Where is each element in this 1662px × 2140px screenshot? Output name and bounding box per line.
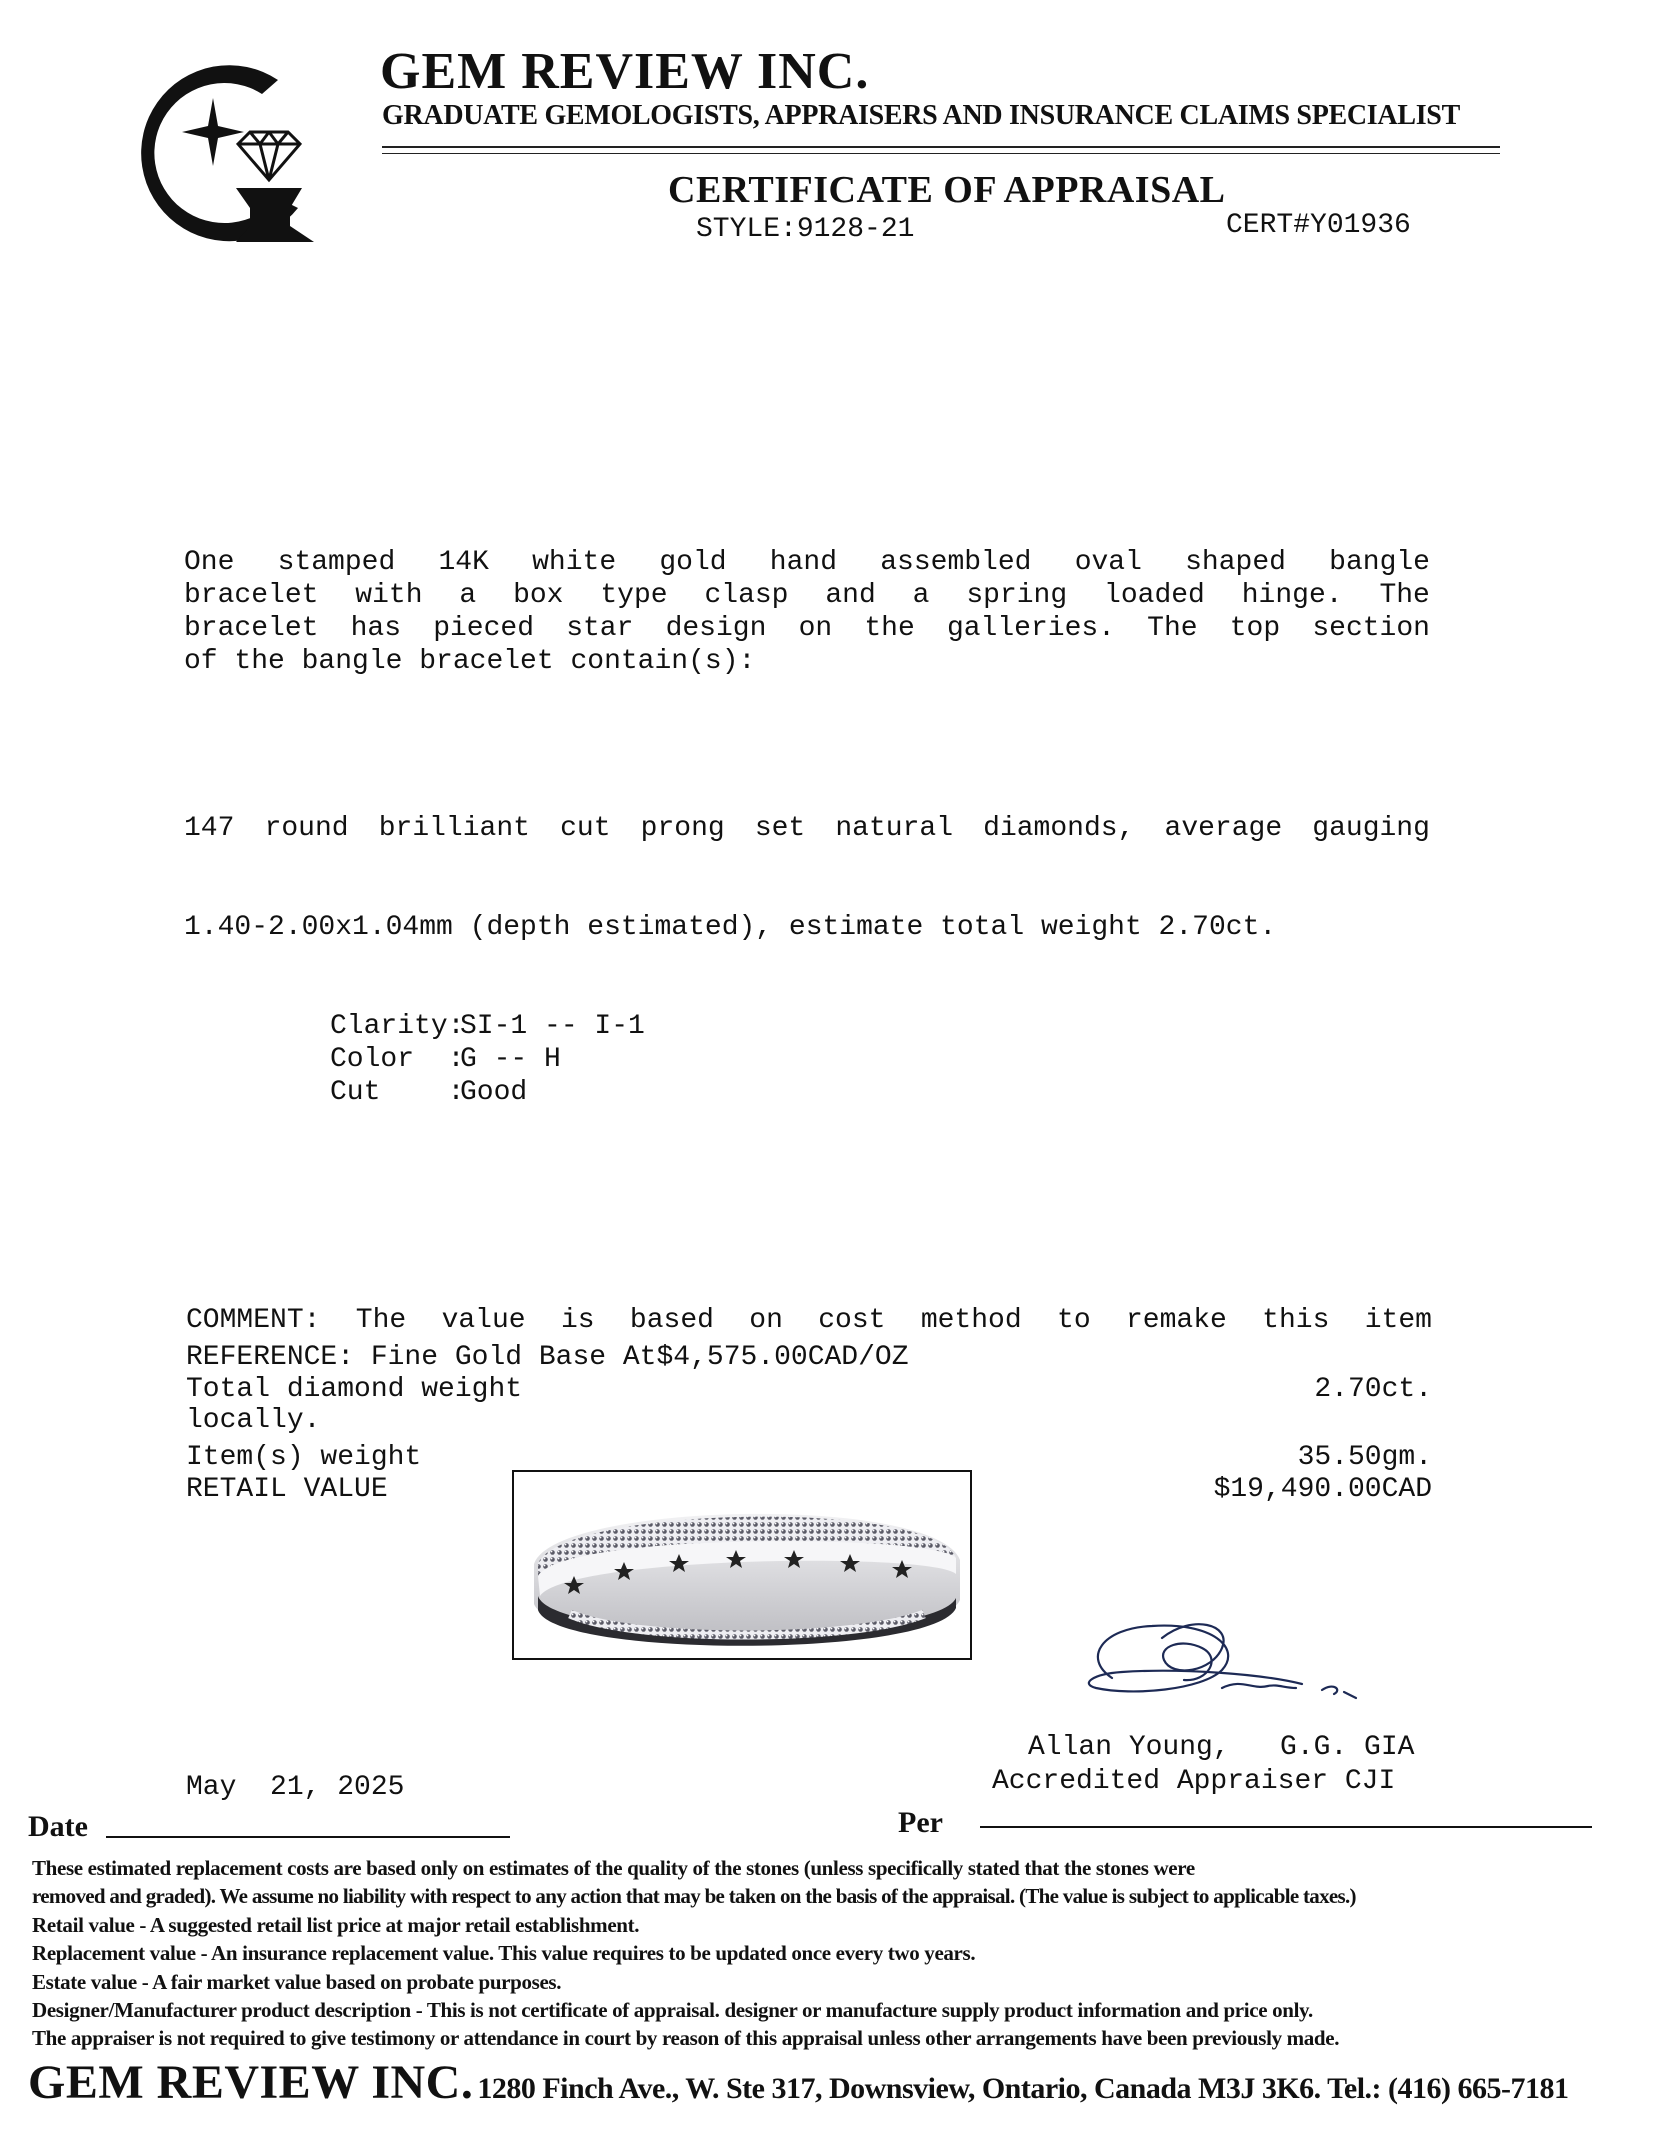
description-word: stamped xyxy=(277,547,396,578)
disclaimer-line: removed and graded). We assume no liability with respect to any action that may be taken on the basis of the appraisal. (The value is subject to applicable taxes.) xyxy=(32,1884,1356,1909)
footer-address: 1280 Finch Ave., W. Ste 317, Downsview, Ontario, Canada M3J 3K6. Tel.: (416) 665-7181 xyxy=(477,2072,1569,2105)
diamond-summary-word: round xyxy=(264,813,349,844)
description-word: clasp xyxy=(704,580,789,611)
description-word: star xyxy=(566,613,634,644)
comment-word: to xyxy=(1057,1305,1091,1336)
description-word: has xyxy=(350,613,402,644)
total-diamond-weight-row xyxy=(186,1374,1432,1405)
description-word: the xyxy=(864,613,915,644)
description-word: section xyxy=(1312,613,1430,644)
diamond-summary-word: cut xyxy=(560,813,611,844)
diamond-summary-line xyxy=(184,812,1430,845)
diamond-spec-label: Cut : xyxy=(330,1077,465,1108)
company-tagline: GRADUATE GEMOLOGISTS, APPRAISERS AND INSURANCE CLAIMS SPECIALIST xyxy=(382,100,1460,131)
diamond-summary-word: 147 xyxy=(184,813,235,844)
disclaimer-line: Designer/Manufacturer product description - This is not certificate of appraisal. designer or manufacture supply product information and price only. xyxy=(32,1998,1313,2023)
per-signature-line xyxy=(980,1826,1592,1828)
diamond-summary-word: gauging xyxy=(1312,813,1430,844)
description-line xyxy=(184,579,1430,612)
diamond-spec-row xyxy=(330,1043,1430,1076)
date-signature-line xyxy=(106,1836,510,1838)
disclaimer-line: The appraiser is not required to give testimony or attendance in court by reason of this appraisal unless other arrangements have been previously made. xyxy=(32,2026,1340,2051)
description-word: spring xyxy=(966,580,1068,611)
header-rule-thin xyxy=(382,153,1500,154)
diamond-summary-word: brilliant xyxy=(378,813,530,844)
comment-word: remake xyxy=(1125,1305,1227,1336)
description-word: bracelet xyxy=(184,613,319,644)
disclaimer-line: Replacement value - An insurance replacement value. This value requires to be updated once every two years. xyxy=(32,1941,976,1966)
description-word: with xyxy=(355,580,423,611)
comment-word: is xyxy=(560,1305,595,1336)
date-label: Date xyxy=(28,1810,88,1843)
description-word: The xyxy=(1379,580,1430,611)
diamond-summary-word: diamonds, xyxy=(983,813,1135,844)
style-number: STYLE:9128-21 xyxy=(696,214,915,245)
description-word: box xyxy=(513,580,564,611)
appraiser-title: Accredited Appraiser CJI xyxy=(992,1766,1396,1797)
description-word: white xyxy=(532,547,617,578)
description-word: hinge. xyxy=(1241,580,1343,611)
description-word: a xyxy=(459,580,477,611)
diamond-spec-value: SI-1 -- I-1 xyxy=(460,1011,645,1042)
comment-word: this xyxy=(1262,1305,1330,1336)
diamond-spec-value: Good xyxy=(460,1077,528,1108)
description-line xyxy=(184,546,1430,579)
description-word: 14K xyxy=(438,547,489,578)
company-logo xyxy=(128,58,318,258)
bracelet-photo xyxy=(512,1470,972,1660)
description-word: shaped xyxy=(1185,547,1286,578)
description-word: on xyxy=(798,613,833,644)
description-word: of the bangle bracelet contain(s): xyxy=(184,646,756,677)
disclaimer-line: These estimated replacement costs are based only on estimates of the quality of the stones (unless specifically stated that the stones were xyxy=(32,1856,1195,1880)
total-diamond-weight-label: Total diamond weight xyxy=(186,1374,523,1405)
diamond-grading xyxy=(184,1010,1430,1109)
header-rule xyxy=(382,146,1500,148)
disclaimer xyxy=(32,1854,1644,2053)
footer xyxy=(28,2055,1569,2110)
item-description xyxy=(184,546,1430,678)
per-label: Per xyxy=(898,1806,943,1839)
item-weight-value: 35.50gm. xyxy=(1297,1442,1432,1473)
comment-word: The xyxy=(355,1305,407,1336)
retail-value-label: RETAIL VALUE xyxy=(186,1474,388,1505)
description-word: galleries. xyxy=(946,613,1115,644)
description-word: pieced xyxy=(433,613,535,644)
diamond-summary-word: average xyxy=(1164,813,1283,844)
diamond-summary-word: prong xyxy=(640,813,725,844)
comment-word: on xyxy=(749,1305,783,1336)
disclaimer-line: Estate value - A fair market value based on probate purposes. xyxy=(32,1969,562,1994)
diamond-spec-row xyxy=(330,1010,1430,1043)
comment-word: based xyxy=(629,1305,714,1336)
item-weight-row xyxy=(186,1442,1432,1473)
diamond-summary-word: set xyxy=(754,813,806,844)
diamond-spec-value: G -- H xyxy=(460,1044,561,1075)
description-word: a xyxy=(912,580,930,611)
comment-word: item xyxy=(1364,1305,1432,1336)
item-weight-label: Item(s) weight xyxy=(186,1442,422,1473)
diamond-details xyxy=(184,746,1430,1142)
footer-company-name: GEM REVIEW INC. xyxy=(28,2056,474,2109)
diamond-summary-word: natural xyxy=(835,813,953,844)
description-word: top xyxy=(1229,613,1281,644)
company-name: GEM REVIEW INC. xyxy=(380,43,870,100)
description-word: type xyxy=(600,580,668,611)
description-word: The xyxy=(1147,613,1198,644)
description-word: gold xyxy=(659,547,727,578)
comment-word: value xyxy=(441,1305,526,1336)
appraiser-signature xyxy=(1072,1608,1392,1720)
comment-word: method xyxy=(920,1305,1022,1336)
description-word: hand xyxy=(769,547,838,578)
description-word: loaded xyxy=(1104,580,1205,611)
bangle-bracelet-image xyxy=(514,1472,970,1658)
description-word: assembled xyxy=(880,547,1032,578)
description-word: oval xyxy=(1074,547,1142,578)
description-word: bracelet xyxy=(184,580,319,611)
description-word: bangle xyxy=(1329,547,1430,578)
disclaimer-line: Retail value - A suggested retail list price at major retail establishment. xyxy=(32,1912,640,1937)
reference-gold-base: REFERENCE: Fine Gold Base At$4,575.00CAD/OZ xyxy=(186,1342,909,1373)
description-word: and xyxy=(825,580,876,611)
certificate-title: CERTIFICATE OF APPRAISAL xyxy=(668,169,1226,211)
comment-word: cost xyxy=(818,1305,886,1336)
certificate-number: CERT#Y01936 xyxy=(1226,210,1411,241)
comment-line-2: locally. xyxy=(186,1405,321,1436)
description-line xyxy=(184,645,1430,678)
diamond-spec-row xyxy=(330,1076,1430,1109)
total-diamond-weight-value: 2.70ct. xyxy=(1314,1374,1432,1405)
retail-value-amount: $19,490.00CAD xyxy=(1213,1474,1432,1505)
comment-line xyxy=(186,1304,1432,1338)
comment-word: COMMENT: xyxy=(186,1305,321,1336)
diamond-spec-label: Color : xyxy=(330,1044,465,1075)
description-word: design xyxy=(665,613,767,644)
description-line xyxy=(184,612,1430,645)
appraisal-date: May 21, 2025 xyxy=(186,1772,405,1803)
appraiser-name: Allan Young, G.G. GIA xyxy=(1028,1732,1415,1763)
diamond-measurement-line: 1.40-2.00x1.04mm (depth estimated), estimate total weight 2.70ct. xyxy=(184,912,1277,943)
description-word: One xyxy=(184,547,235,578)
diamond-spec-label: Clarity: xyxy=(330,1011,465,1042)
